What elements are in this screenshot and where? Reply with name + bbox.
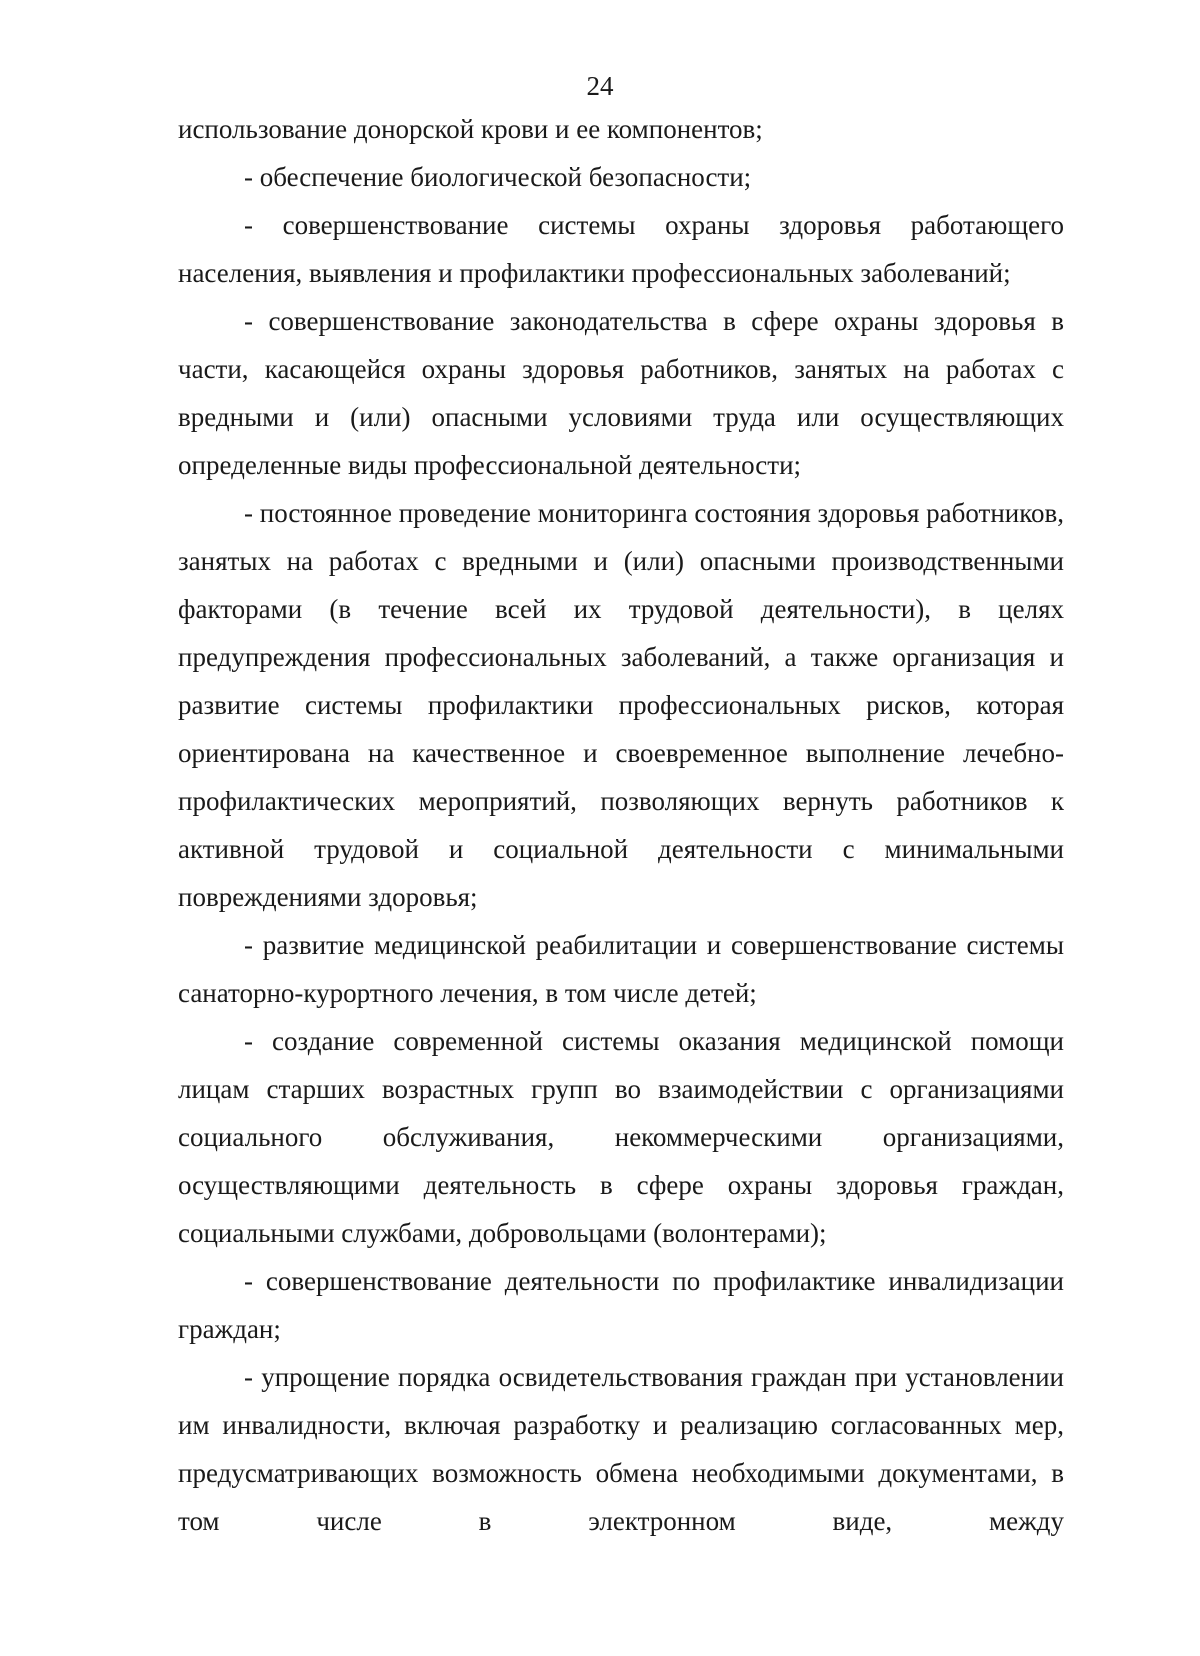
list-item-health-monitoring: - постоянное проведение мониторинга состояния здоровья работников, занятых на работах с вредными и (или) опасными производственными факторами (в течение всей их трудовой деятельности), в целях предупреждения профессиональных заболеваний, а также организация и развитие системы профилактики профессиональных рисков, которая ориентирована на качественное и своевременное выполнение лечебно-профилактических мероприятий, позволяющих вернуть работников к активной трудовой и социальной деятельности с минимальными повреждениями здоровья; — [178, 498, 1064, 912]
page-number: 24 — [586, 71, 614, 101]
list-item-disability-assessment: - упрощение порядка освидетельствования граждан при установлении им инвалидности, включая разработку и реализацию согласованных мер, предусматривающих возможность обмена необходимыми документами, в том числе в электронном виде, между — [178, 1362, 1064, 1536]
document-body — [178, 105, 1064, 1545]
list-item-elderly-care: - создание современной системы оказания медицинской помощи лицам старших возрастных групп во взаимодействии с организациями социального обслуживания, некоммерческими организациями, осуществляющими деятельность в сфере охраны здоровья граждан, социальными службами, добровольцами (волонтерами); — [178, 1026, 1064, 1248]
paragraph-continuation: использование донорской крови и ее компонентов; — [178, 114, 763, 144]
list-item-legislation: - совершенствование законодательства в сфере охраны здоровья в части, касающейся охраны здоровья работников, занятых на работах с вредными и (или) опасными условиями труда или осуществляющих определенные виды профессиональной деятельности; — [178, 306, 1064, 480]
list-item-working-population-health: - совершенствование системы охраны здоровья работающего населения, выявления и профилактики профессиональных заболеваний; — [178, 210, 1064, 288]
list-item-rehabilitation: - развитие медицинской реабилитации и совершенствование системы санаторно-курортного лечения, в том числе детей; — [178, 930, 1064, 1008]
list-item-biological-safety: - обеспечение биологической безопасности; — [244, 162, 752, 192]
list-item-disability-prevention: - совершенствование деятельности по профилактике инвалидизации граждан; — [178, 1266, 1064, 1344]
